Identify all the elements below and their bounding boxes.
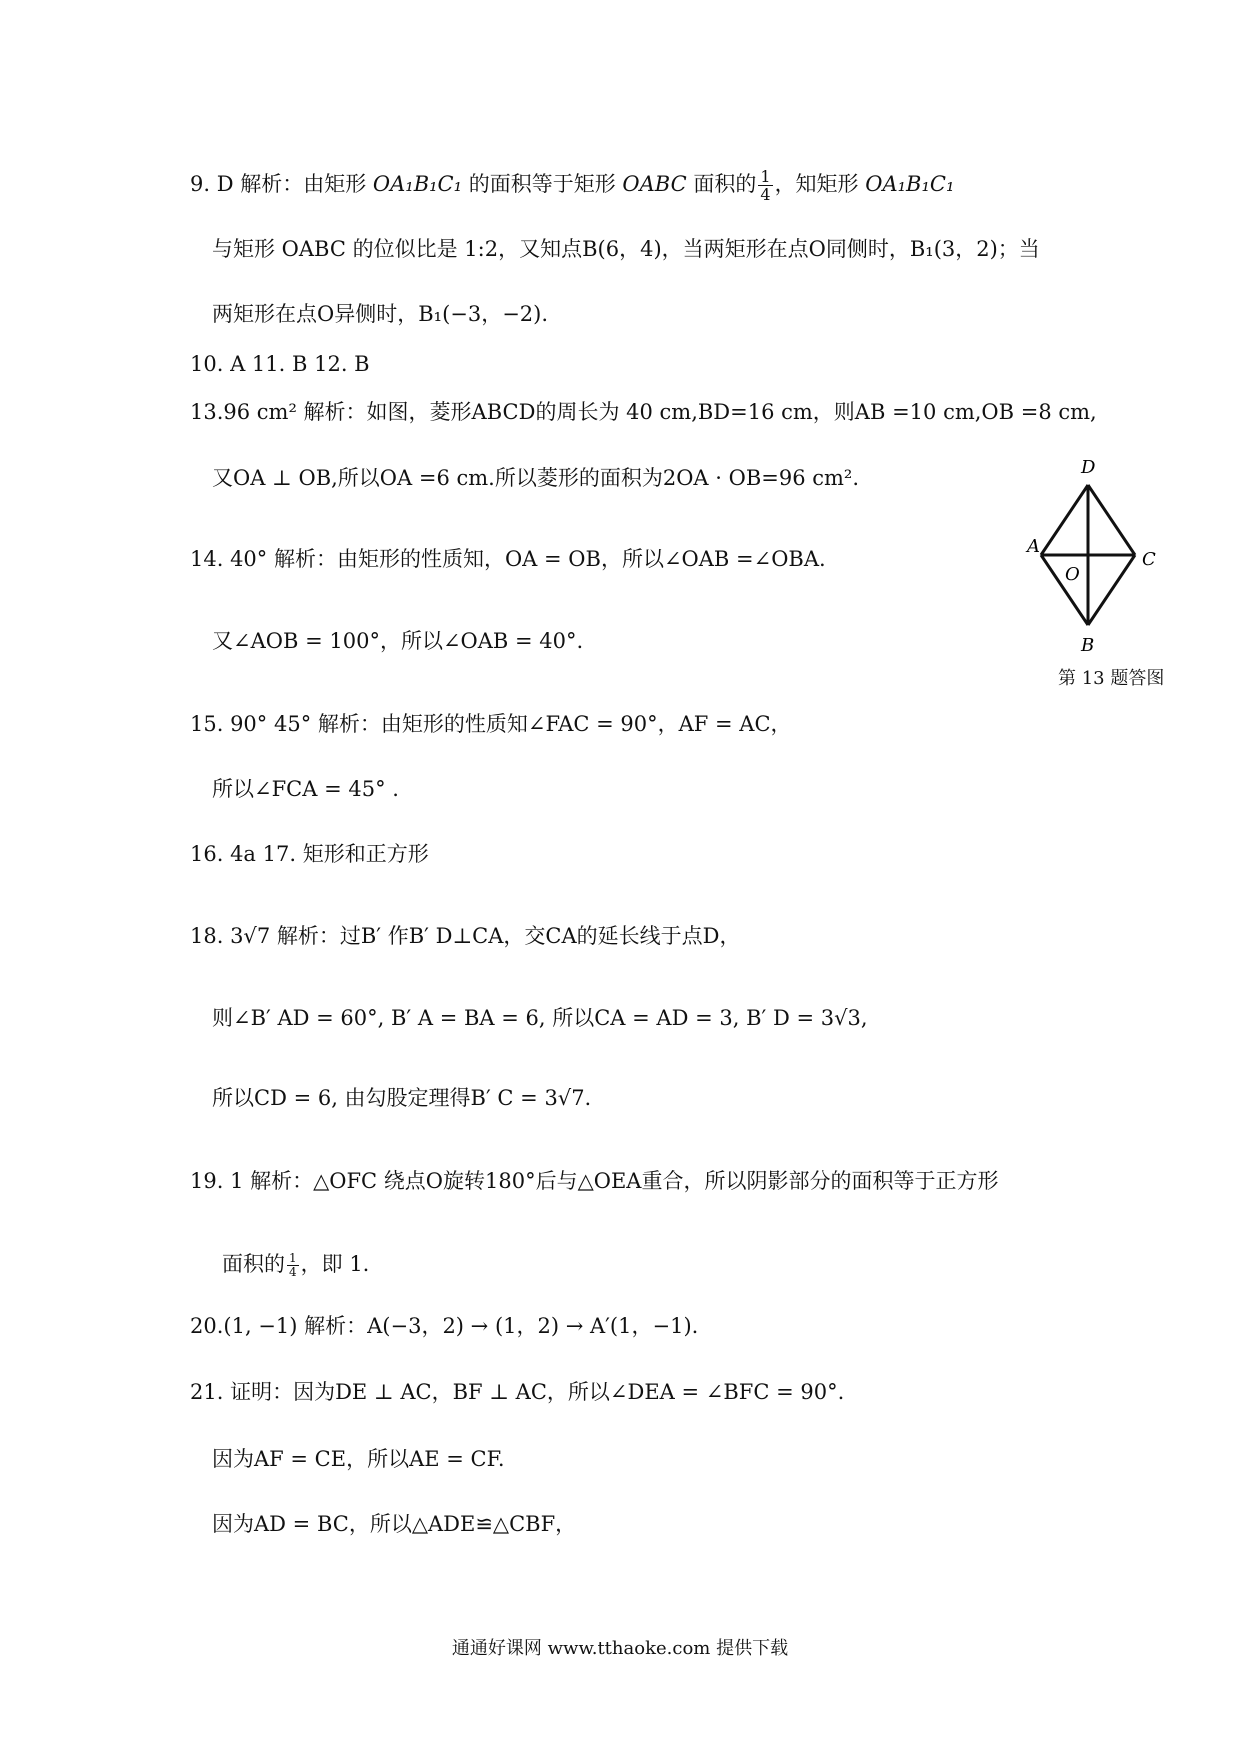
label-b: B <box>1081 635 1095 656</box>
q9-text-e: 面积的 <box>686 172 757 196</box>
fraction-denominator: 4 <box>289 1265 297 1279</box>
q9-line2: 与矩形 OABC 的位似比是 1:2，又知点B(6，4)，当两矩形在点O同侧时，B₁(3，2)；当 <box>212 237 1040 261</box>
q19-line1: 19. 1 解析：△OFC 绕点O旋转180°后与△OEA重合，所以阴影部分的面积等于正方形 <box>190 1169 999 1193</box>
q13-line1: 13.96 cm² 解析：如图，菱形ABCD的周长为 40 cm,BD=16 cm，则AB =10 cm,OB =8 cm, <box>190 400 1097 424</box>
q14-line1: 14. 40° 解析：由矩形的性质知，OA = OB，所以∠OAB =∠OBA. <box>190 547 826 571</box>
fraction-numerator: 1 <box>289 1251 297 1265</box>
q21-line1: 21. 证明：因为DE ⊥ AC，BF ⊥ AC，所以∠DEA = ∠BFC = 90°. <box>190 1380 845 1404</box>
q19-text-a: 面积的 <box>222 1252 285 1276</box>
label-a: A <box>1027 536 1040 557</box>
q9-text-g: OA₁B₁C₁ <box>865 172 955 196</box>
q18-line1: 18. 3√7 解析：过B′ 作B′ D⊥CA，交CA的延长线于点D， <box>190 924 741 948</box>
q13-line2: 又OA ⊥ OB,所以OA =6 cm.所以菱形的面积为2OA · OB=96 cm². <box>212 466 860 490</box>
rhombus-figure <box>1025 455 1170 675</box>
q9-text-f: ，知矩形 <box>774 172 866 196</box>
q21-line2: 因为AF = CE，所以AE = CF. <box>212 1447 505 1471</box>
q20-line: 20.(1, −1) 解析：A(−3，2) → (1，2) → A′(1，−1). <box>190 1314 699 1338</box>
answers-10-12: 10. A 11. B 12. B <box>190 352 370 376</box>
q9-text-c: 的面积等于矩形 <box>462 172 623 196</box>
q19-text-b: ，即 1. <box>300 1252 370 1276</box>
q18-line2: 则∠B′ AD = 60°, B′ A = BA = 6, 所以CA = AD = 3, B′ D = 3√3, <box>212 1006 868 1030</box>
q9-line3: 两矩形在点O异侧时，B₁(−3，−2). <box>212 302 549 326</box>
label-d: D <box>1081 457 1096 478</box>
q15-line2: 所以∠FCA = 45° . <box>212 777 399 801</box>
q21-line3: 因为AD = BC，所以△ADE≌△CBF， <box>212 1512 577 1536</box>
fraction-denominator: 4 <box>760 185 771 204</box>
q19-line2 <box>222 1250 369 1279</box>
fraction-numerator: 1 <box>760 167 771 186</box>
q15-line1: 15. 90° 45° 解析：由矩形的性质知∠FAC = 90°，AF = AC， <box>190 712 792 736</box>
label-o: O <box>1065 564 1080 585</box>
answers-16-17: 16. 4a 17. 矩形和正方形 <box>190 842 429 866</box>
q14-line2: 又∠AOB = 100°，所以∠OAB = 40°. <box>212 629 584 653</box>
q9-text-a: 9. D 解析：由矩形 <box>190 172 373 196</box>
q9-text-b: OA₁B₁C₁ <box>372 172 463 196</box>
q19-fraction <box>287 1252 299 1279</box>
edge-dc <box>1088 485 1135 555</box>
q9-line1 <box>190 168 954 203</box>
figure-caption: 第 13 题答图 <box>1058 668 1165 689</box>
footer: 通通好课网 www.tthaoke.com 提供下载 <box>451 1638 789 1659</box>
edge-cb <box>1088 555 1135 625</box>
edge-ad <box>1041 485 1088 555</box>
q9-fraction <box>758 168 772 203</box>
q18-line3: 所以CD = 6, 由勾股定理得B′ C = 3√7. <box>212 1086 592 1110</box>
label-c: C <box>1142 549 1156 570</box>
q9-text-d: OABC <box>622 172 687 196</box>
